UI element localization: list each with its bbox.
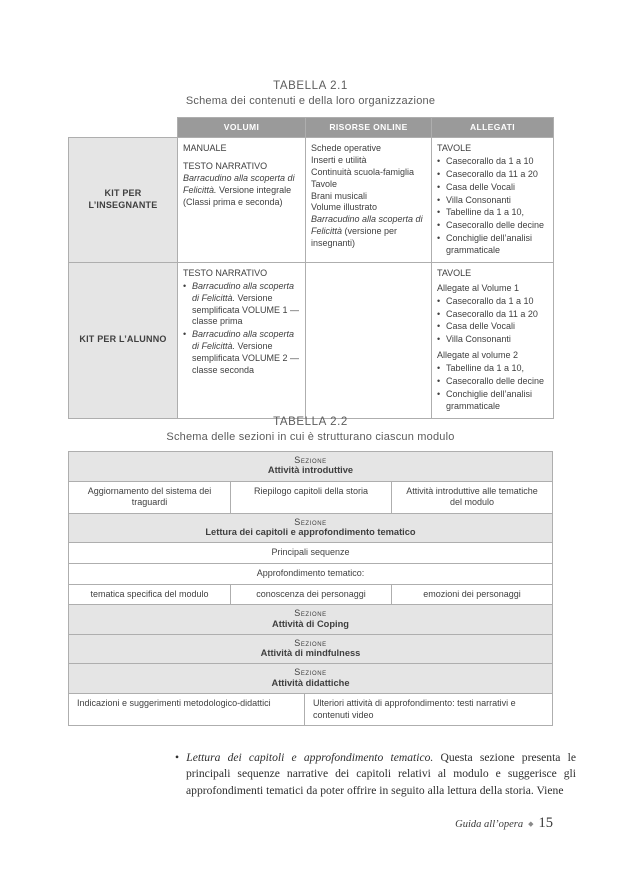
- volumi-bullet: [183, 281, 300, 329]
- allegati-bullet: • Casecorallo da 11 a 20: [437, 309, 548, 321]
- body-paragraph: [175, 750, 576, 799]
- table1-header-row: [69, 118, 554, 138]
- row-label-kit-alunno: KIT PER L’ALUNNO: [69, 262, 178, 418]
- section-header-attivita-introduttive: [69, 452, 552, 481]
- allegati-bullet: • Conchiglie dell’analisi grammaticale: [437, 389, 548, 413]
- volumi-manuale: MANUALE: [183, 143, 227, 153]
- risorse-line: Continuità scuola-famiglia: [311, 166, 415, 177]
- cell-ulteriori-attivita: Ulteriori attività di approfondimento: testi narrativi e contenuti video: [304, 694, 552, 725]
- risorse-volume-illustrato: [311, 202, 426, 250]
- cell-risorse-alunno-empty: [306, 262, 432, 418]
- paragraph-body-text: Questa sezione presenta le principali sequenze narrative dei capitoli relativi al modulo e suggerisce gli approfondimenti tematici da poter offrire in seguito alla lettura della storia. Viene: [186, 751, 576, 797]
- cell-conoscenza-personaggi: conoscenza dei personaggi: [230, 585, 391, 605]
- volume1-rest: Versione semplificata VOLUME 1 — classe prima: [192, 292, 300, 327]
- section-name: Attività di mindfulness: [260, 648, 361, 659]
- row-principali-sequenze: Principali sequenze: [69, 542, 552, 563]
- risorse-line: Tavole: [311, 178, 338, 189]
- row-label-kit-insegnante: KIT PER L’INSEGNANTE: [69, 138, 178, 263]
- risorse-line: Schede operative: [311, 143, 382, 153]
- section-header-attivita-mindfulness: [69, 634, 552, 664]
- section-name: Attività di Coping: [272, 618, 349, 629]
- cell-attivita-tematiche: Attività introduttive alle tematiche del modulo: [391, 482, 552, 513]
- table1-col-risorse-online: RISORSE ONLINE: [306, 118, 432, 138]
- section-label: Sezione: [294, 667, 327, 678]
- risorse-line: Brani musicali: [311, 190, 368, 201]
- allegati-bullet: • Casa delle Vocali: [437, 182, 548, 194]
- paragraph-lead-italic: Lettura dei capitoli e approfondimento tematico.: [186, 751, 434, 764]
- volumi-work-title: [183, 173, 300, 209]
- allegati-bullet: • Casecorallo da 1 a 10: [437, 156, 548, 168]
- section-label: Sezione: [294, 455, 327, 465]
- allegati-bullet: • Casa delle Vocali: [437, 321, 548, 333]
- volumi-testo-narrativo: TESTO NARRATIVO: [183, 160, 268, 171]
- risorse-line: Inserti e utilità: [311, 154, 367, 165]
- section-name: Attività introduttive: [267, 465, 354, 476]
- row-tematiche: [69, 584, 552, 605]
- cell-aggiornamento-traguardi: Aggiornamento del sistema dei traguardi: [87, 485, 212, 508]
- section-name: Lettura dei capitoli e approfondimento tematico: [205, 527, 416, 538]
- allegati-bullet: • Villa Consonanti: [437, 334, 548, 346]
- volume2-title-italic: Barracudino alla scoperta di Felicittà.: [192, 329, 295, 352]
- allegati-bullet: • Casecorallo delle decine: [437, 220, 548, 232]
- table1-corner-cell: [69, 118, 178, 138]
- allegati-group1-label: Allegate al Volume 1: [437, 282, 520, 293]
- volume-title-italic: Barracudino alla scoperta di Felicittà: [311, 214, 423, 237]
- cell-tematica-modulo: tematica specifica del modulo: [90, 588, 209, 599]
- work-title-italic: Barracudino alla scoperta di Felicittà.: [183, 172, 295, 195]
- section-name: Attività didattiche: [271, 677, 350, 688]
- work-title-rest: Versione integrale (Classi prima e seconda): [183, 184, 292, 207]
- table1-col-volumi: VOLUMI: [178, 118, 306, 138]
- volume-suffix: (versione per insegnanti): [311, 226, 398, 248]
- table-contents-organization: [68, 117, 554, 419]
- page-number: 15: [538, 815, 553, 831]
- allegati-bullet: • Casecorallo da 11 a 20: [437, 169, 548, 181]
- cell-riepilogo-capitoli: Riepilogo capitoli della storia: [230, 482, 391, 513]
- allegati-bullet: • Conchiglie dell’analisi grammaticale: [437, 233, 548, 257]
- cell-risorse-insegnante: [306, 138, 432, 263]
- cell-volumi-alunno: [178, 262, 306, 418]
- page-footer: [455, 815, 553, 832]
- row-intro-activities: [69, 481, 552, 513]
- allegati-bullet: • Tabelline da 1 a 10,: [437, 363, 548, 375]
- section-header-attivita-coping: [69, 604, 552, 634]
- volume1-title-italic: Barracudino alla scoperta di Felicittà.: [192, 280, 295, 303]
- table1-title: TABELLA 2.1: [273, 80, 348, 92]
- table1-caption: [68, 79, 553, 108]
- allegati-bullet: • Casecorallo da 1 a 10: [437, 296, 548, 308]
- table1-subtitle: Schema dei contenuti e della loro organizzazione: [185, 94, 436, 107]
- table-row-kit-insegnante: [69, 138, 554, 263]
- volumi-bullet: [183, 329, 300, 377]
- allegati-heading: TAVOLE: [437, 143, 472, 153]
- allegati-bullet: • Casecorallo delle decine: [437, 376, 548, 388]
- row-approfondimento-tematico: Approfondimento tematico:: [69, 563, 552, 584]
- section-header-lettura-capitoli: [69, 513, 552, 543]
- table-module-sections: [68, 451, 553, 726]
- row-didattiche: [69, 693, 552, 725]
- section-label: Sezione: [294, 637, 327, 648]
- allegati-bullet: • Tabelline da 1 a 10,: [437, 207, 548, 219]
- running-title: Guida all’opera: [455, 819, 524, 830]
- table2-caption: [68, 415, 553, 444]
- section-label: Sezione: [294, 516, 327, 527]
- volume-prefix: Volume illustrato: [311, 202, 378, 213]
- section-label: Sezione: [294, 608, 327, 619]
- cell-emozioni-personaggi: emozioni dei personaggi: [391, 585, 552, 605]
- diamond-separator-icon: ◆: [528, 820, 534, 828]
- allegati-group2-label: Allegate al volume 2: [437, 350, 519, 361]
- paragraph-bullet: •: [175, 751, 180, 764]
- cell-allegati-alunno: [432, 262, 554, 418]
- allegati-heading: TAVOLE: [437, 267, 472, 278]
- volumi-heading: TESTO NARRATIVO: [183, 267, 268, 278]
- allegati-bullet: • Villa Consonanti: [437, 195, 548, 207]
- table2-title: TABELLA 2.2: [273, 416, 348, 428]
- table-row-kit-alunno: [69, 262, 554, 418]
- section-header-attivita-didattiche: [69, 663, 552, 693]
- cell-indicazioni-metodologiche: Indicazioni e suggerimenti metodologico-didattici: [77, 697, 271, 708]
- table2-subtitle: Schema delle sezioni in cui è strutturano ciascun modulo: [166, 430, 455, 443]
- cell-allegati-insegnante: [432, 138, 554, 263]
- volume2-rest: Versione semplificata VOLUME 2 — classe seconda: [192, 341, 300, 375]
- table1-col-allegati: ALLEGATI: [432, 118, 554, 138]
- cell-volumi-insegnante: [178, 138, 306, 263]
